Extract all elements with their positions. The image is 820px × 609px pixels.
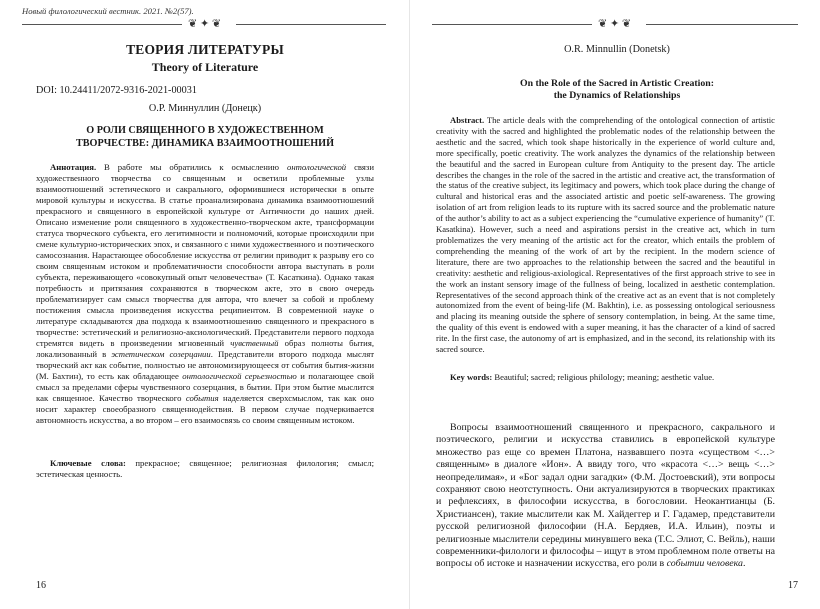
abstract-ru-italic: события (185, 393, 219, 403)
header-rule-right (646, 24, 798, 25)
abstract-ru-text: и полагающее свой смысл за пределами сферы чувственного созерцания, в бытии. При этом бытие мыслится как священное. Качество творческого (36, 371, 375, 403)
abstract-ru-text: В работе мы обратились к осмыслению (96, 162, 287, 172)
ornament-icon: ❦ ✦ ❦ (188, 18, 222, 30)
article-title-ru-line2: ТВОРЧЕСТВЕ: ДИНАМИКА ВЗАИМООТНОШЕНИЙ (75, 137, 335, 149)
section-title-ru: ТЕОРИЯ ЛИТЕРАТУРЫ (126, 42, 284, 57)
body-italic: событии человека (666, 558, 743, 570)
abstract-ru-italic: онтологической серьезностью (182, 371, 297, 381)
ornament-icon: ❦ ✦ ❦ (598, 18, 632, 30)
abstract-ru-text: образ полноты бытия, локализованный в (36, 338, 374, 359)
abstract-en-text: The article deals with the comprehending of the ontological connection of artistic creativity with the sacred and highlighted the problematic nodes of the relationship between the aesthetic and the sacred, which took shape historically in the experience of world culture and, more specifically, poetic creativity. The work analyzes the dynamics of the relationship between the beautiful and the sacred in European culture from Antiquity to the present day. The article describes the changes in the role of the sacred in the artistic and creative act, the transformation of the status of the creative subject, its legitimacy and powers, which took place during the change of cultural and historical eras and the associated artistic and poetic self-awareness. The growing isolation of art from religion leads to its rupture with its sacred source and the problematic nature of the author’s ability to act as a subject experiencing the “cumulative experience of humanity” (T. Kasatkina). However, such a need and aspirations persist in the creative act, which in turn problematizes the very meaning of the artistic act for the creator, which entails the problem of comprehending the meaning of the work of art by the recipient. In the modern science of literature, there are two approaches to the relationship between the sacred and the beautiful in creativity: aesthetic and religious-axiological. Representatives of the first approach strive to see in the work an instant sensory image of the fullness of being, localized in aesthetic contemplation. Representatives of the second approach think of the creative act as an event that is not completely autonomized from the event of being-life (M. Bakhtin), i.e. as possessing ontological seriousness and placing its meaning outside the sphere of sensory contemplation, in being. At the same time, the quality of this event is endowed with a super meaning, it has the character of a kind of sacred rite. In the first case, the autonomy of art is emphasized, and in the second, its relationship with its sacred source. (436, 115, 776, 355)
keywords-en-text: Beautiful; sacred; religious philology; meaning; aesthetic value. (492, 372, 715, 382)
abstract-en (436, 115, 775, 355)
article-title-en (432, 78, 802, 102)
page-number-left: 16 (36, 580, 46, 591)
body-paragraph: Вопросы взаимоотношений священного и прекрасного, сакрального и поэтического, религии и искусства ставились в европейской культуре множество раз еще со времен Платона, назвавшего поэта «существом <…> священным» в диалоге «Ион». А ввиду того, что «красота <…> вещь <…> неопределимая», и «Бог задал одни загадки» (Ф.М. Достоевский), эти вопросы сохраняют свою неотступность. Они актуализируются в творческих практиках и рефлексиях, в философии искусства, в богословии. Неокантианцы (Б. Христиансен), такие мыслители как М. Хайдеггер и Г. Гадамер, представители русской религиозной философии (Н.А. Бердяев, И.А. Ильин), поэты и религиозные мыслители середины минувшего века (Т.С. Элиот, С. Вейль), наши современники-филологи и философы – ищут в этом проблемном поле ответы на вопросы об истоке и назначении искусства, его роли в (436, 422, 775, 570)
body-text (436, 422, 775, 571)
keywords-ru-label: Ключевые слова: (50, 458, 126, 468)
doi: DOI: 10.24411/2072-9316-2021-00031 (36, 85, 197, 96)
page-number-right: 17 (788, 580, 798, 591)
article-title-ru (30, 125, 380, 150)
author-ru: О.Р. Миннуллин (Донецк) (148, 103, 262, 114)
header-rule-left (432, 24, 592, 25)
article-title-ru-line1: О РОЛИ СВЯЩЕННОГО В ХУДОЖЕСТВЕННОМ (86, 125, 324, 136)
body-paragraph-end: . (742, 558, 746, 570)
article-title-en-line2: the Dynamics of Relationships (553, 90, 681, 101)
header-rule-left (22, 24, 182, 25)
abstract-ru-text: связи художественного творчества со священным и осветили проблемные узлы взаимоотношений эстетического и сакрального, оформившиеся исторически в опыте мировой культуры и искусства. В статье проанализирована динамика взаимоотношений прекрасного и священного в европейской культуре от Античности до наших дней. Описано изменение роли священного в художественно-творческом акте, трансформации статуса творческого субъекта, его легитимности и полномочий, которые происходили при смене культурно-исторических эпох, и связанного с ними художественного и поэтического самосознания. Нарастающее обособление искусства от религии приводит к разрыву его со своим священным истоком и проблематичности способности автора выступать в роли субъекта, переживающего «совокупный опыт человечества» (Т. Касаткина). Однако такая потребность и притязания сохраняются в творческом акте, это в свою очередь проблематизирует сам смысл творчества для автора, что влечет за собой и проблему постижения смысла произведения искусства реципиентом. В современной науке о литературе складываются два подхода к взаимоотношению священного и прекрасного в творчестве: эстетический и религиозно-аксиологический. Представители первого подхода стремятся видеть в произведении мгновенный (36, 162, 374, 348)
abstract-ru-italic: эстетическом созерцании (111, 349, 211, 359)
keywords-ru-text: прекрасное; священное; религиозная филология; смысл; эстетическая ценность. (36, 458, 374, 479)
abstract-ru-text: . Представители второго подхода мыслят творческий акт как событие, полностью не автономизирующееся от события бытия-жизни (М. Бахтин), то есть как обладающее (36, 349, 375, 381)
abstract-ru-label: Аннотация. (50, 162, 97, 172)
keywords-ru (36, 458, 374, 480)
keywords-en (436, 372, 775, 383)
article-title-en-line1: On the Role of the Sacred in Artistic Creation: (520, 78, 714, 89)
abstract-ru (36, 162, 374, 426)
section-title-en: Theory of Literature (151, 60, 259, 74)
author-en: O.R. Minnullin (Donetsk) (564, 44, 670, 55)
abstract-ru-italic: чувственный (230, 338, 279, 348)
abstract-ru-text: наделяется сверхсмыслом, так как оно носит характер своеобразного священнодействия. В первом случае подчеркивается автономность искусства, а во втором – его взаимосвязь со своим священным истоком. (36, 393, 374, 425)
keywords-en-label: Key words: (450, 372, 493, 382)
abstract-ru-italic: онтологической (286, 162, 347, 172)
abstract-en-label: Abstract. (450, 115, 485, 125)
header-rule-right (236, 24, 386, 25)
journal-header: Новый филологический вестник. 2021. №2(57). (22, 6, 194, 16)
